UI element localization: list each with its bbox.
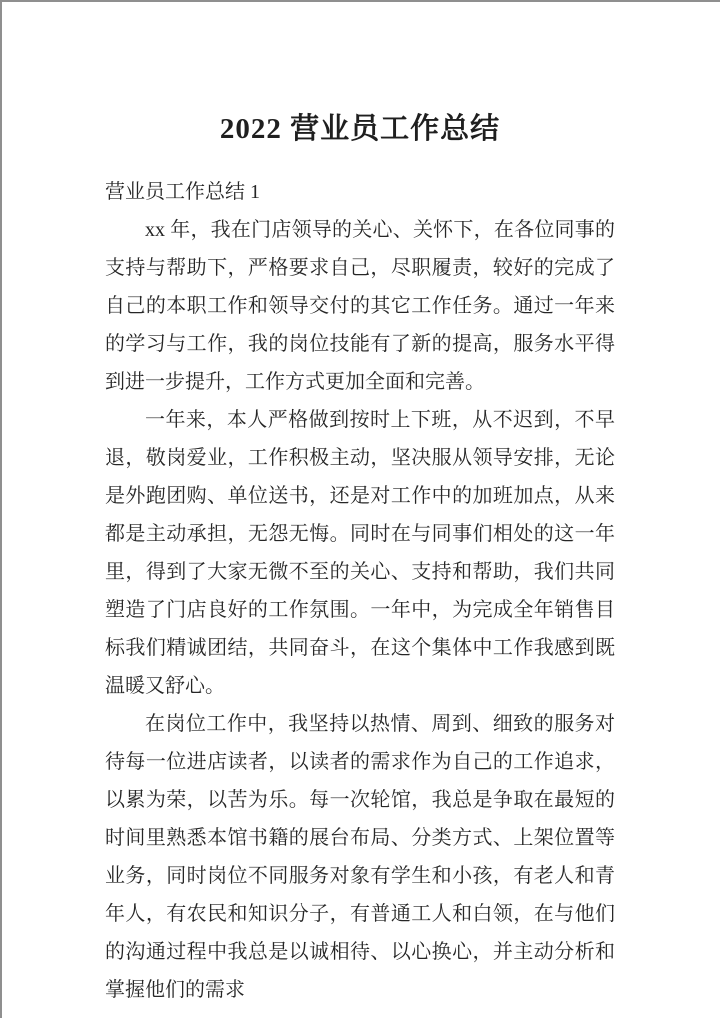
paragraph-3: 在岗位工作中，我坚持以热情、周到、细致的服务对待每一位进店读者，以读者的需求作为自己的工作追求，以累为荣，以苦为乐。每一次轮馆，我总是争取在最短的时间里熟悉本馆书籍的展台布局、分类方式、上架位置等业务，同时岗位不同服务对象有学生和小孩，有老人和青年人，有农民和知识分子，有普通工人和白领，在与他们的沟通过程中我总是以诚相待、以心换心，并主动分析和掌握他们的需求	[105, 713, 615, 1001]
paragraph-2: 一年来，本人严格做到按时上下班，从不迟到，不早退，敬岗爱业，工作积极主动，坚决服从领导安排，无论是外跑团购、单位送书，还是对工作中的加班加点，从来都是主动承担，无怨无悔。同时在与同事们相处的这一年里，得到了大家无微不至的关心、支持和帮助，我们共同塑造了门店良好的工作氛围。一年中，为完成全年销售目标我们精诚团结，共同奋斗，在这个集体中工作我感到既温暖又舒心。	[105, 409, 615, 697]
document-title: 2022 营业员工作总结	[219, 113, 501, 145]
document-body	[105, 173, 615, 1009]
section-heading: 营业员工作总结 1	[105, 181, 260, 203]
paragraph-1: xx 年，我在门店领导的关心、关怀下，在各位同事的支持与帮助下，严格要求自己，尽职履责，较好的完成了自己的本职工作和领导交付的其它工作任务。通过一年来的学习与工作，我的岗位技能有了新的提高，服务水平得到进一步提升，工作方式更加全面和完善。	[105, 219, 615, 393]
